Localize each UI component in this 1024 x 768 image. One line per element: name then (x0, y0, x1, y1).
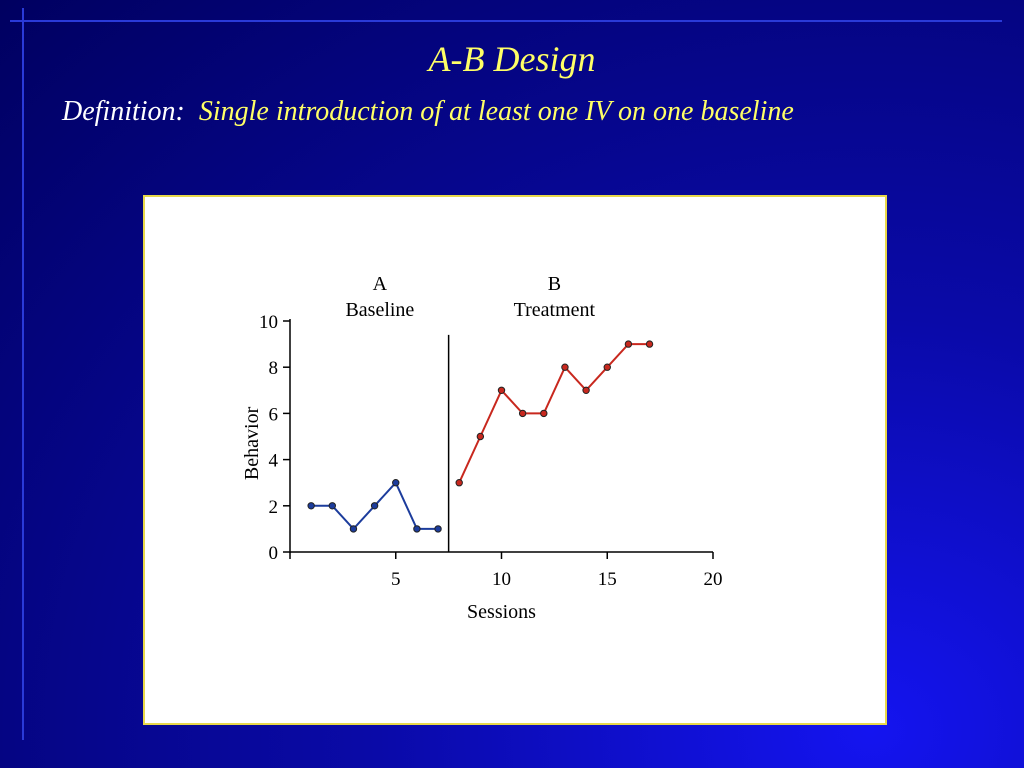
data-point (456, 480, 462, 486)
y-tick-label: 10 (259, 312, 278, 333)
phase-name-b: Treatment (513, 299, 596, 321)
y-tick-label: 4 (268, 450, 278, 472)
chart-panel (143, 195, 887, 725)
data-point (435, 526, 441, 532)
x-tick-label: 10 (492, 569, 511, 590)
y-tick-label: 2 (268, 496, 278, 518)
definition-label: Definition: (62, 96, 185, 127)
phase-letter-b: B (547, 273, 562, 295)
data-point (308, 503, 314, 509)
data-point (393, 480, 399, 486)
y-tick-label: 0 (268, 543, 278, 564)
ab-design-chart (145, 197, 885, 723)
left-rule (22, 8, 24, 740)
definition-line (62, 96, 794, 128)
data-point (604, 364, 610, 370)
phase-name-a: Baseline (345, 299, 415, 321)
y-axis-label: Behavior (241, 406, 263, 481)
data-point (541, 410, 547, 416)
data-point (329, 503, 335, 509)
data-point (371, 503, 377, 509)
x-tick-label: 15 (597, 569, 617, 590)
data-point (646, 341, 652, 347)
x-tick-label: 20 (703, 569, 723, 590)
definition-text: Single introduction of at least one IV on one baseline (198, 96, 794, 127)
data-point (583, 387, 589, 393)
phase-letter-a: A (372, 273, 388, 295)
data-point (414, 526, 420, 532)
x-tick-label: 5 (391, 569, 401, 590)
data-point (625, 341, 631, 347)
data-point (498, 387, 504, 393)
top-rule (10, 20, 1002, 22)
data-point (350, 526, 356, 532)
slide-title: A-B Design (428, 39, 596, 79)
y-tick-label: 8 (268, 358, 278, 380)
data-point (477, 433, 483, 439)
data-point (519, 410, 525, 416)
series-line-2 (459, 344, 649, 483)
x-axis-label: Sessions (467, 601, 536, 623)
y-tick-label: 6 (268, 404, 278, 426)
data-point (562, 364, 568, 370)
